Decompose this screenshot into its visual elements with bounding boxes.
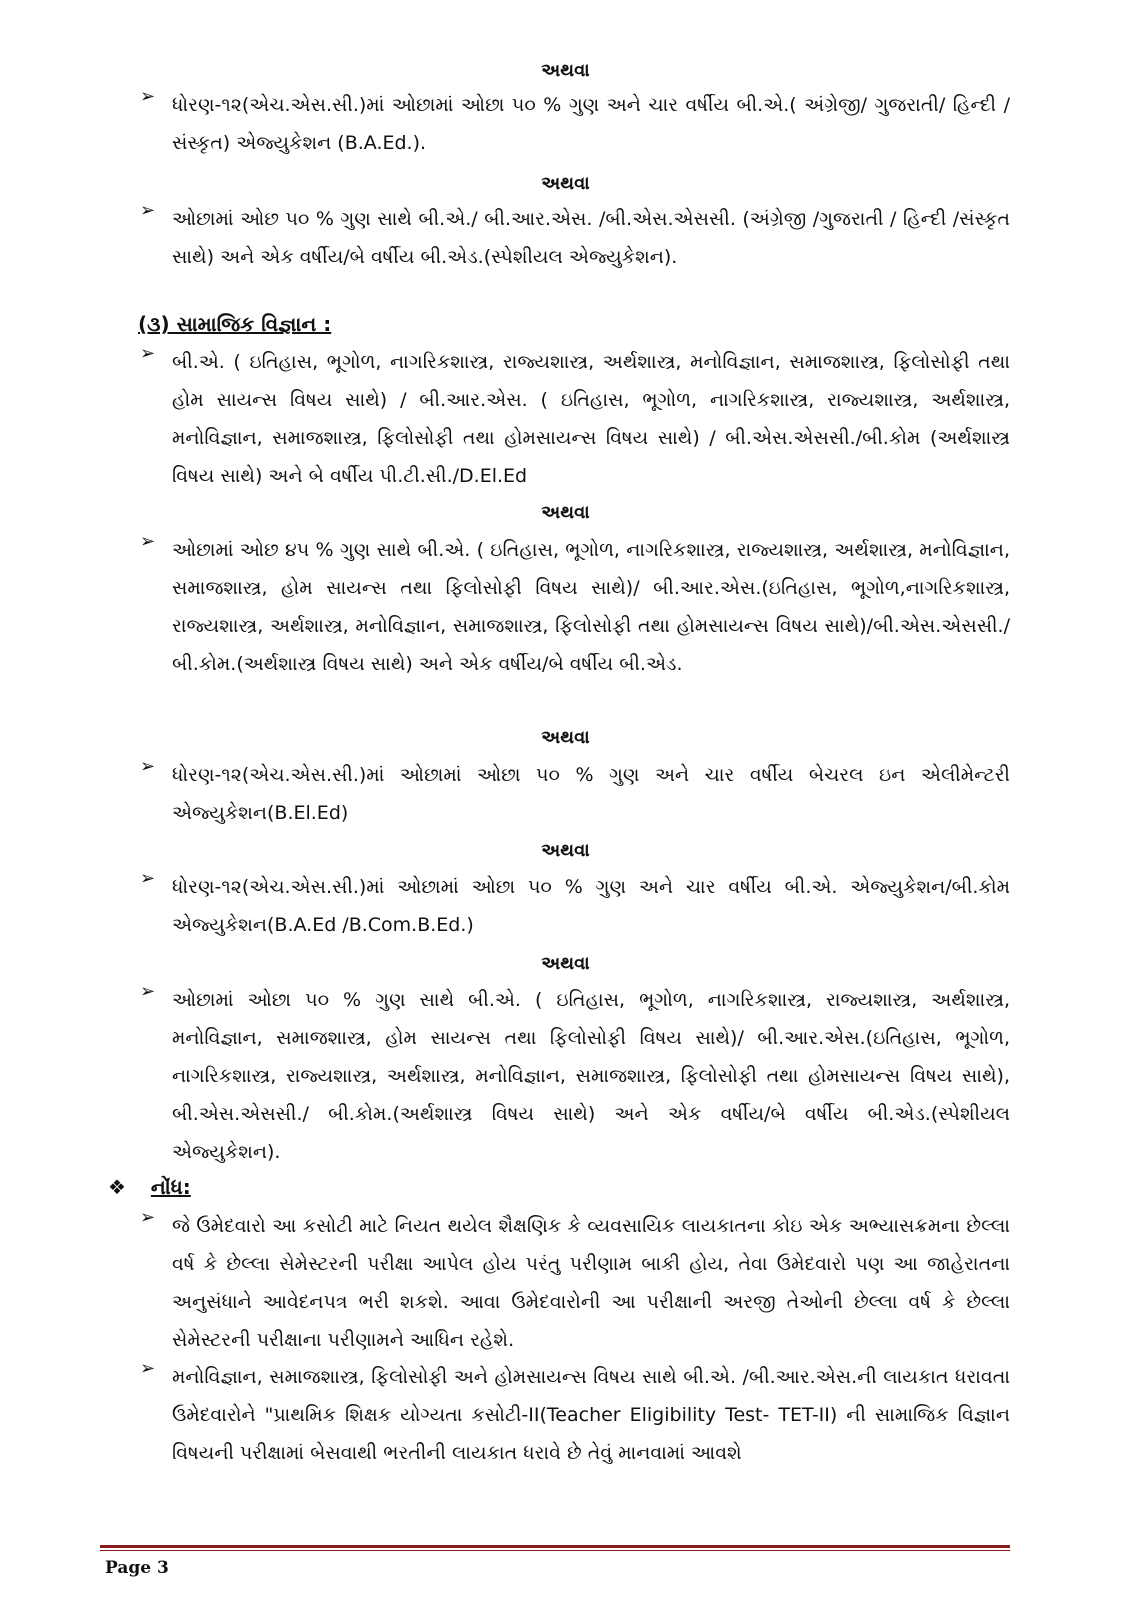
- or-separator: અથવા: [541, 502, 590, 523]
- arrow-bullet-icon: ➢: [140, 1358, 156, 1379]
- bullet-item: [140, 981, 1010, 1171]
- footer-rule: [100, 1545, 1010, 1548]
- bullet-text: ધોરણ-૧૨(એચ.એસ.સી.)માં ઓછામાં ઓછા ૫૦ % ગુણ અને ચાર વર્ષીય બી.એ.( અંગ્રેજી/ ગુજરાતી/ હિન્દી / સંસ્કૃત) એજ્યુકેશન (B.A.Ed.).: [172, 94, 1010, 154]
- arrow-bullet-icon: ➢: [140, 868, 156, 889]
- or-separator: અથવા: [541, 173, 590, 194]
- arrow-bullet-icon: ➢: [140, 200, 156, 221]
- bullet-item: [140, 200, 1010, 276]
- bullet-text: ઓછામાં ઓછ ૪૫ % ગુણ સાથે બી.એ. ( ઇતિહાસ, ભૂગોળ, નાગરિકશાસ્ત્ર, રાજ્યશાસ્ત્ર, અર્થશાસ્ત્ર, મનોવિજ્ઞાન, સમાજશાસ્ત્ર, હોમ સાયન્સ તથા ફિલોસોફી વિષય સાથે)/ બી.આર.એસ.(ઇતિહાસ, ભૂગોળ,નાગરિકશાસ્ત્ર, રાજ્યશાસ્ત્ર, અર્થશાસ્ત્ર, મનોવિજ્ઞાન, સમાજશાસ્ત્ર, ફિલોસોફી તથા હોમસાયન્સ વિષય સાથે)/બી.એસ.એસસી./ બી.કોમ.(અર્થશાસ્ત્ર વિષય સાથે) અને એક વર્ષીય/બે વર્ષીય બી.એડ.: [172, 539, 1010, 675]
- bullet-text: ધોરણ-૧૨(એચ.એસ.સી.)માં ઓછામાં ઓછા ૫૦ % ગુણ અને ચાર વર્ષીય બેચરલ ઇન એલીમેન્ટરી એજ્યુકેશન(B.El.Ed): [172, 764, 1010, 824]
- arrow-bullet-icon: ➢: [140, 531, 156, 552]
- note-text: જે ઉમેદવારો આ કસોટી માટે નિયત થયેલ શૈક્ષણિક કે વ્યવસાયિક લાયકાતના કોઇ એક અભ્યાસક્રમના છેલ્લા વર્ષ કે છેલ્લા સેમેસ્ટરની પરીક્ષા આપેલ હોય પરંતુ પરીણામ બાકી હોય, તેવા ઉમેદવારો પણ આ જાહેરાતના અનુસંધાને આવેદનપત્ર ભરી શકશે. આવા ઉમેદવારોની આ પરીક્ષાની અરજી તેઓની છેલ્લા વર્ષ કે છેલ્લા સેમેસ્ટરની પરીક્ષાના પરીણામને આધિન રહેશે.: [172, 1215, 1010, 1351]
- footer-rule-thin: [100, 1550, 1010, 1551]
- arrow-bullet-icon: ➢: [140, 981, 156, 1002]
- note-item: [140, 1358, 1010, 1472]
- arrow-bullet-icon: ➢: [140, 343, 156, 364]
- or-separator: અથવા: [541, 727, 590, 748]
- note-item: [140, 1207, 1010, 1359]
- bullet-item: [140, 756, 1010, 832]
- or-separator: અથવા: [541, 953, 590, 974]
- note-text: મનોવિજ્ઞાન, સમાજશાસ્ત્ર, ફિલોસોફી અને હોમસાયન્સ વિષય સાથે બી.એ. /બી.આર.એસ.ની લાયકાત ધરાવતા ઉમેદવારોને "પ્રાથમિક શિક્ષક યોગ્યતા કસોટી-II(Teacher Eligibility Test- TET-II) ની સામાજિક વિજ્ઞાન વિષયની પરીક્ષામાં બેસવાથી ભરતીની લાયકાત ધરાવે છે તેવું માનવામાં આવશે: [172, 1366, 1010, 1464]
- arrow-bullet-icon: ➢: [140, 86, 156, 107]
- bullet-text: ધોરણ-૧૨(એચ.એસ.સી.)માં ઓછામાં ઓછા ૫૦ % ગુણ અને ચાર વર્ષીય બી.એ. એજ્યુકેશન/બી.કોમ એજ્યુકેશન(B.A.Ed /B.Com.B.Ed.): [172, 876, 1010, 936]
- arrow-bullet-icon: ➢: [140, 756, 156, 777]
- bullet-text: ઓછામાં ઓછા ૫૦ % ગુણ સાથે બી.એ. ( ઇતિહાસ, ભૂગોળ, નાગરિકશાસ્ત્ર, રાજ્યશાસ્ત્ર, અર્થશાસ્ત્ર, મનોવિજ્ઞાન, સમાજશાસ્ત્ર, હોમ સાયન્સ તથા ફિલોસોફી વિષય સાથે)/ બી.આર.એસ.(ઇતિહાસ, ભૂગોળ, નાગરિકશાસ્ત્ર, રાજ્યશાસ્ત્ર, અર્થશાસ્ત્ર, મનોવિજ્ઞાન, સમાજશાસ્ત્ર, ફિલોસોફી તથા હોમસાયન્સ વિષય સાથે), બી.એસ.એસસી./ બી.કોમ.(અર્થશાસ્ત્ર વિષય સાથે) અને એક વર્ષીય/બે વર્ષીય બી.એડ.(સ્પેશીયલ એજ્યુકેશન).: [172, 989, 1010, 1163]
- bullet-item: [140, 868, 1010, 944]
- bullet-item: [140, 343, 1010, 495]
- or-separator: અથવા: [541, 840, 590, 861]
- bullet-text: ઓછામાં ઓછ ૫૦ % ગુણ સાથે બી.એ./ બી.આર.એસ. /બી.એસ.એસસી. (અંગ્રેજી /ગુજરાતી / હિન્દી /સંસ્કૃત સાથે) અને એક વર્ષીય/બે વર્ષીય બી.એડ.(સ્પેશીયલ એજ્યુકેશન).: [172, 208, 1010, 268]
- arrow-bullet-icon: ➢: [140, 1207, 156, 1228]
- bullet-item: [140, 86, 1010, 162]
- bullet-item: [140, 531, 1010, 683]
- note-heading: [108, 1175, 191, 1199]
- diamond-star-icon: ❖: [108, 1175, 126, 1199]
- or-separator: અથવા: [541, 60, 590, 81]
- section-heading: (૩) સામાજિક વિજ્ઞાન :: [138, 312, 332, 336]
- note-label: નોંધ:: [150, 1175, 191, 1199]
- bullet-text: બી.એ. ( ઇતિહાસ, ભૂગોળ, નાગરિકશાસ્ત્ર, રાજ્યશાસ્ત્ર, અર્થશાસ્ત્ર, મનોવિજ્ઞાન, સમાજશાસ્ત્ર, ફિલોસોફી તથા હોમ સાયન્સ વિષય સાથે) / બી.આર.એસ. ( ઇતિહાસ, ભૂગોળ, નાગરિકશાસ્ત્ર, રાજ્યશાસ્ત્ર, અર્થશાસ્ત્ર, મનોવિજ્ઞાન, સમાજશાસ્ત્ર, ફિલોસોફી તથા હોમસાયન્સ વિષય સાથે) / બી.એસ.એસસી./બી.કોમ (અર્થશાસ્ત્ર વિષય સાથે) અને બે વર્ષીય પી.ટી.સી./D.El.Ed: [172, 351, 1010, 487]
- page-number: Page 3: [105, 1558, 169, 1578]
